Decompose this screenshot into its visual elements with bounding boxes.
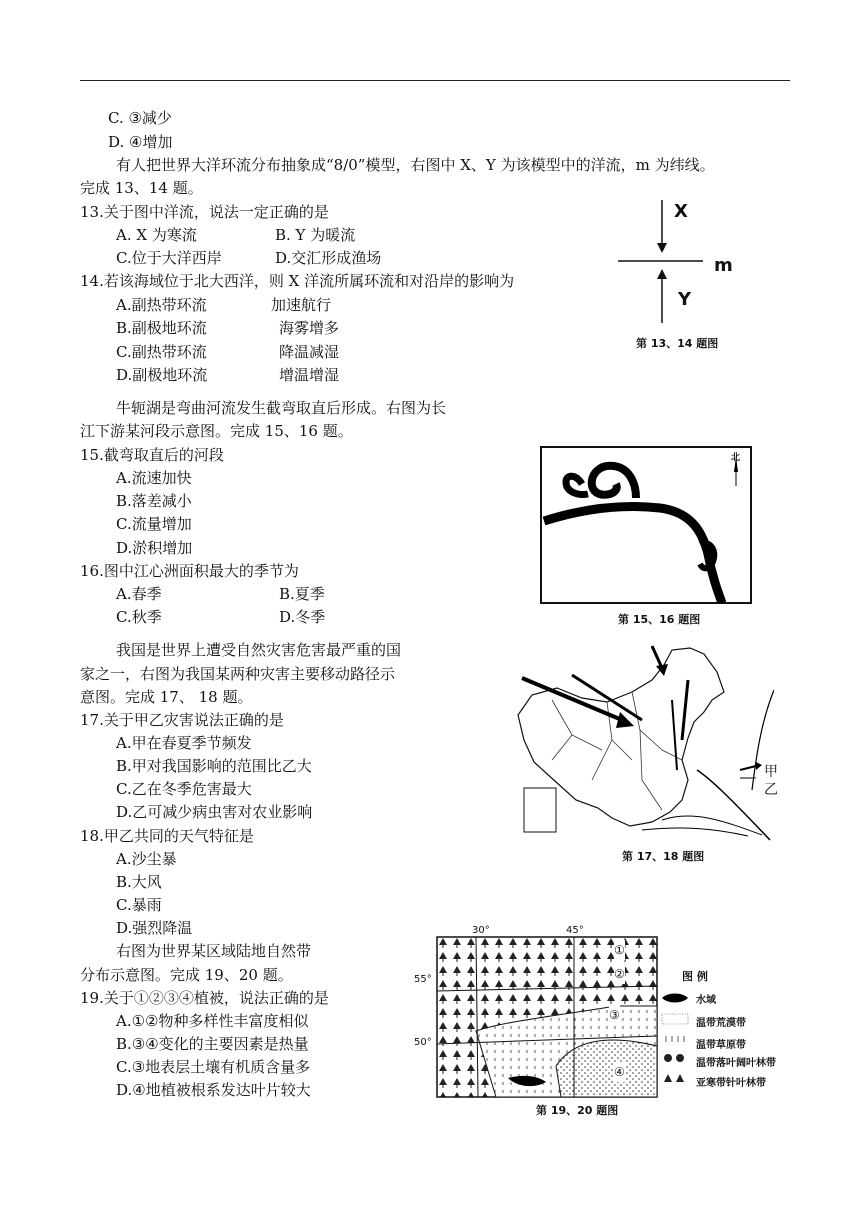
zone-2-label: ②	[614, 964, 625, 984]
q19-option-c: C.③地表层土壤有机质含量多	[116, 1058, 311, 1076]
sec3-intro-line3: 意图。完成 17、 18 题。	[80, 688, 253, 706]
legend-steppe: 温带草原带	[696, 1040, 746, 1051]
q16-option-a: A.春季	[116, 585, 162, 603]
sec1-intro-line1: 有人把世界大洋环流分布抽象成“8/0”模型，右图中 X、Y 为该模型中的洋流，m 为纬线。	[116, 156, 715, 174]
latitude-55-label: 55°	[414, 974, 432, 985]
q16-option-b: B.夏季	[279, 585, 325, 603]
q18-option-b: B.大风	[116, 873, 162, 891]
q13-option-c: C.位于大洋西岸	[116, 249, 222, 267]
q17-option-d: D.乙可减少病虫害对农业影响	[116, 803, 313, 821]
zone-1-label: ①	[614, 940, 625, 960]
legend-title: 图 例	[682, 970, 708, 983]
sec2-intro-line2: 江下游某河段示意图。完成 15、16 题。	[80, 422, 353, 440]
q12-option-d: D. ④增加	[108, 133, 173, 151]
current-x-label: X	[674, 201, 688, 222]
q19-stem: 19.关于①②③④植被，说法正确的是	[80, 989, 329, 1007]
q14-option-d: D.副极地环流	[116, 366, 208, 384]
q14-option-a: A.副热带环流	[116, 296, 207, 314]
figure-13-14-caption: 第 13、14 题图	[636, 337, 719, 350]
q14-option-a-effect: 加速航行	[271, 296, 332, 314]
q15-option-b: B.落差减小	[116, 492, 192, 510]
sec4-intro-line2: 分布示意图。完成 19、20 题。	[80, 966, 293, 984]
q17-option-c: C.乙在冬季危害最大	[116, 780, 252, 798]
water-icon	[662, 994, 688, 1003]
q19-option-a: A.①②物种多样性丰富度相似	[116, 1012, 309, 1030]
q16-option-d: D.冬季	[279, 608, 326, 626]
china-disaster-map	[512, 640, 774, 845]
legend-desert: 温带荒漠带	[696, 1018, 746, 1029]
q19-option-b: B.③④变化的主要因素是热量	[116, 1035, 309, 1053]
river-map	[540, 446, 752, 604]
legend-broadleaf: 温带落叶阔叶林带	[696, 1058, 776, 1069]
q19-option-d: D.④地植被根系发达叶片较大	[116, 1081, 311, 1099]
q13-option-b: B. Y 为暖流	[275, 226, 356, 244]
q15-option-d: D.淤积增加	[116, 539, 193, 557]
q12-option-c: C. ③减少	[108, 109, 172, 127]
q15-stem: 15.截弯取直后的河段	[80, 446, 224, 464]
legend-swatches	[660, 990, 692, 1100]
legend-yi: 乙	[764, 782, 778, 798]
q13-option-d: D.交汇形成渔场	[275, 249, 382, 267]
north-label: 北	[731, 453, 741, 463]
q15-option-c: C.流量增加	[116, 515, 192, 533]
latitude-m-label: m	[714, 255, 733, 276]
q16-stem: 16.图中江心洲面积最大的季节为	[80, 562, 299, 580]
current-y-label: Y	[678, 289, 692, 310]
longitude-30-label: 30°	[472, 925, 490, 936]
longitude-45-label: 45°	[566, 925, 584, 936]
zone-4-label: ④	[614, 1062, 625, 1082]
q13-option-a: A. X 为寒流	[116, 226, 197, 244]
q14-option-d-effect: 增温增湿	[279, 366, 340, 384]
legend-jia: 甲	[764, 764, 778, 780]
q14-option-c-effect: 降温减湿	[279, 343, 340, 361]
sec3-intro-line2: 家之一，右图为我国某两种灾害主要移动路径示	[80, 665, 396, 683]
q18-option-d: D.强烈降温	[116, 919, 193, 937]
figure-15-16-caption: 第 15、16 题图	[618, 613, 701, 626]
q14-option-c: C.副热带环流	[116, 343, 207, 361]
q15-option-a: A.流速加快	[116, 469, 192, 487]
sec3-intro-line1: 我国是世界上遭受自然灾害危害最严重的国	[116, 641, 402, 659]
q17-stem: 17.关于甲乙灾害说法正确的是	[80, 711, 284, 729]
figure-17-18-caption: 第 17、18 题图	[622, 850, 705, 863]
legend-taiga: 亚寒带针叶林带	[696, 1078, 766, 1089]
latitude-50-label: 50°	[414, 1037, 432, 1048]
q13-stem: 13.关于图中洋流，说法一定正确的是	[80, 203, 329, 221]
zone-3-label: ③	[609, 1005, 620, 1025]
q16-option-c: C.秋季	[116, 608, 162, 626]
q18-option-a: A.沙尘暴	[116, 850, 177, 868]
q18-stem: 18.甲乙共同的天气特征是	[80, 827, 254, 845]
q14-stem: 14.若该海域位于北大西洋，则 X 洋流所属环流和对沿岸的影响为	[80, 272, 515, 290]
q14-option-b: B.副极地环流	[116, 319, 207, 337]
q14-option-b-effect: 海雾增多	[279, 319, 340, 337]
sec2-intro-line1: 牛轭湖是弯曲河流发生截弯取直后形成。右图为长	[116, 399, 447, 417]
q18-option-c: C.暴雨	[116, 896, 162, 914]
sec1-intro-line2: 完成 13、14 题。	[80, 179, 203, 197]
sec4-intro-line1: 右图为世界某区域陆地自然带	[116, 942, 312, 960]
figure-19-20-caption: 第 19、20 题图	[536, 1104, 619, 1117]
q17-option-b: B.甲对我国影响的范围比乙大	[116, 757, 312, 775]
header-rule	[80, 80, 790, 81]
legend-water: 水域	[696, 995, 716, 1006]
q17-option-a: A.甲在春夏季节频发	[116, 734, 252, 752]
